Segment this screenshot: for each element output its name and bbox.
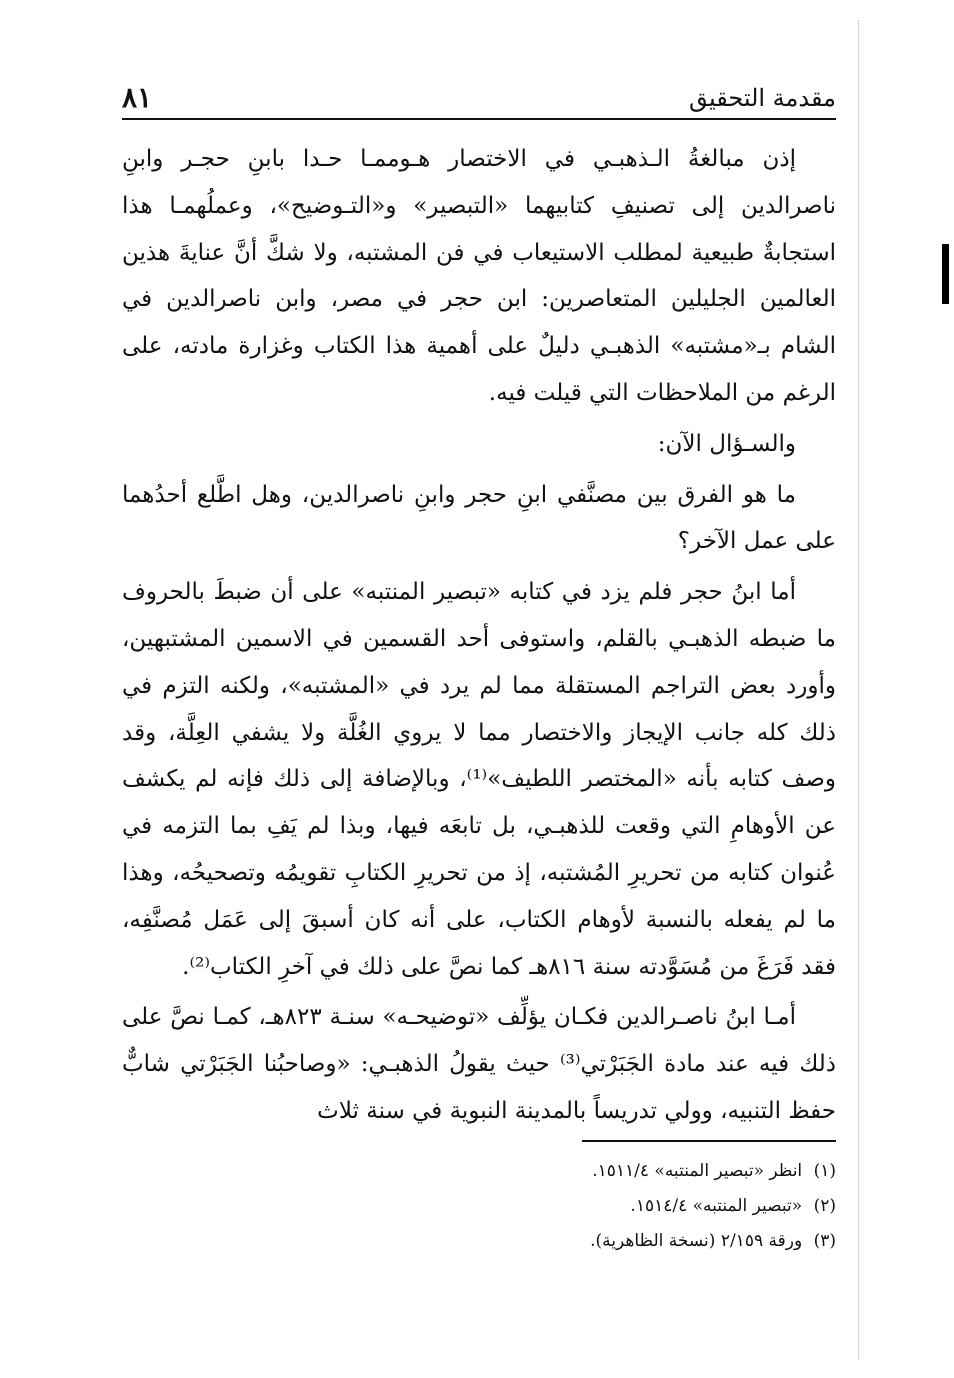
main-text (122, 136, 836, 1135)
header-title: مقدمة التحقيق (688, 84, 836, 112)
footnote-text: انظر «تبصير المنتبه» ١٥١١/٤. (592, 1161, 803, 1181)
scan-edge-mark (942, 244, 949, 304)
page-number: ٨١ (122, 81, 153, 114)
footnote-number: (١) (813, 1161, 836, 1181)
footnote (122, 1224, 836, 1259)
paragraph: أما ابنُ حجر فلم يزد في كتابه «تبصير المنتبه» على أن ضبطَ بالحروف ما ضبطه الذهبـي بالقلم، واستوفى أحد القسمين في الاسمين المشتبهين، وأورد بعض التراجم المستقلة مما لم يرد في «المشتبه»، ولكنه التزم في ذلك كله جانب الإيجاز والاختصار مما لا يروي الغُلَّة ولا يشفي العِلَّة، وقد وصف كتابه بأنه «المختصر اللطيف»⁽¹⁾، وبالإضافة إلى ذلك فإنه لم يكشف عن الأوهامِ التي وقعت للذهبـي، بل تابعَه فيها، وبذا لم يَفِ بما التزمه في عُنوان كتابه من تحريرِ المُشتبه، إذ من تحريرِ الكتابِ تقويمُه وتصحيحُه، وهذا ما لم يفعله بالنسبة لأوهام الكتاب، على أنه كان أسبقَ إلى عَمَل مُصنَّفِه، فقد فَرَغَ من مُسَوَّدته سنة ٨١٦هـ كما نصَّ على ذلك في آخرِ الكتاب⁽²⁾. (122, 579, 837, 980)
footnote (122, 1189, 836, 1224)
footnote-number: (٢) (813, 1196, 836, 1216)
running-header (122, 78, 836, 120)
footnote-text: ورقة ٢/١٥٩ (نسخة الظاهرية). (590, 1231, 803, 1251)
paragraph: والسـؤال الآن: (657, 430, 796, 457)
footnote-separator (582, 1140, 836, 1142)
paragraph: ما هو الفرق بين مصنَّفي ابنِ حجر وابنِ ناصرالدين، وهل اطَّلع أحدُهما على عمل الآخر؟ (122, 481, 836, 555)
footnote-number: (٣) (813, 1231, 836, 1251)
footnotes (122, 1154, 836, 1259)
footnote-text: «تبصير المنتبه» ١٥١٤/٤. (630, 1196, 803, 1216)
footnote (122, 1154, 836, 1189)
paragraph: أمـا ابنُ ناصـرالدين فكـان يؤلِّف «توضيحـه» سنـة ٨٢٣هـ، كمـا نصَّ على ذلك فيه عند مادة الجَبَرْتي⁽³⁾ حيث يقولُ الذهبـي: «وصاحبُنا الجَبَرْتي شابٌّ حفظ التنبيه، وولي تدريساً بالمدينة النبوية في سنة ثلاث (122, 1004, 836, 1124)
paragraph: إذن مبالغةُ الـذهبـي في الاختصار هـوممـا حـدا بابنِ حجـر وابنِ ناصرالدين إلى تصنيفِ كتابيهما «التبصير» و«التـوضيح»، وعملُهمـا هذا استجابةٌ طبيعية لمطلب الاستيعاب في فن المشتبه، ولا شكَّ أنَّ عنايةَ هذين العالمين الجليلين المتعاصرين: ابن حجر في مصر، وابن ناصرالدين في الشام بـ«مشتبه» الذهبـي دليلٌ على أهمية هذا الكتاب وغزارة مادته، على الرغم من الملاحظات التي قيلت فيه. (122, 146, 836, 406)
scan-margin-line (858, 20, 859, 1360)
